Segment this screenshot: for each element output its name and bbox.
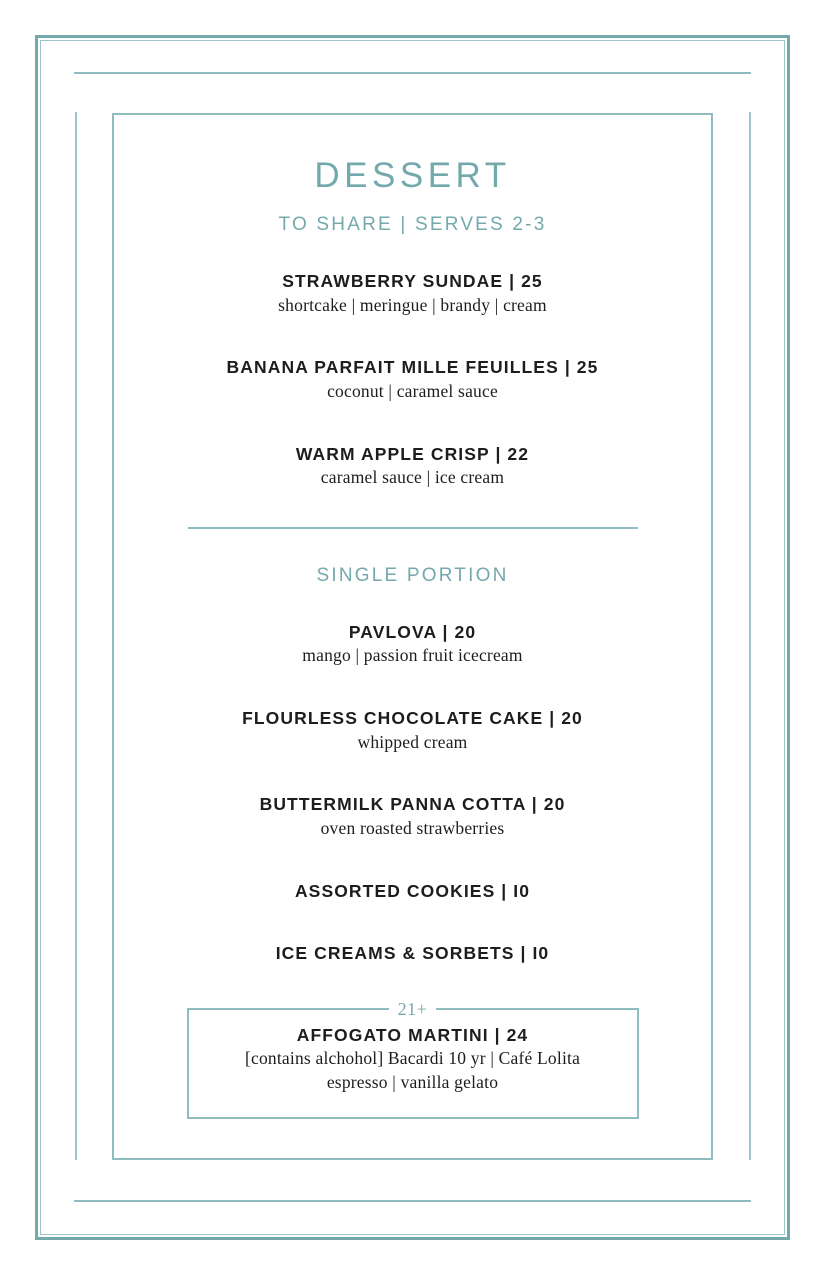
menu-item-description-line2: espresso | vanilla gelato [326,1072,499,1092]
menu-item-name: BANANA PARFAIT MILLE FEUILLES | 25 [226,357,599,378]
menu-item-name: ASSORTED COOKIES | I0 [294,880,531,901]
menu-item-description: whipped cream [357,731,468,752]
single-portion-item-group [112,621,713,966]
menu-item [112,880,713,904]
to-share-item-group [112,270,713,490]
age-restriction-label: 21+ [397,998,428,1019]
menu-item [112,793,713,840]
menu-item-name: AFFOGATO MARTINI | 24 [296,1024,529,1045]
top-horizontal-rule [74,72,751,74]
menu-item-description: oven roasted strawberries [320,817,505,838]
menu-item-description: mango | passion fruit icecream [302,645,523,666]
bottom-horizontal-rule [74,1200,751,1202]
menu-item-name: WARM APPLE CRISP | 22 [295,443,530,464]
menu-item-description: coconut | caramel sauce [327,380,498,401]
menu-item-name: STRAWBERRY SUNDAE | 25 [282,271,543,291]
left-vertical-rule [75,112,77,1160]
right-vertical-rule [749,112,751,1160]
section-heading-single-portion: SINGLE PORTION [316,564,509,586]
menu-title: DESSERT [314,156,511,195]
menu-item [112,356,713,403]
age-restricted-box [187,999,639,1119]
menu-item [112,707,713,754]
section-divider [188,527,638,529]
menu-item [112,270,713,317]
menu-item-description: shortcake | meringue | brandy | cream [278,294,547,315]
menu-item [112,621,713,668]
menu-item-name: BUTTERMILK PANNA COTTA | 20 [259,794,566,815]
menu-subtitle: TO SHARE | SERVES 2-3 [278,214,547,235]
menu-item [112,942,713,966]
menu-content [112,113,713,1160]
menu-item-name: FLOURLESS CHOCOLATE CAKE | 20 [242,708,583,728]
menu-item-name: ICE CREAMS & SORBETS | I0 [275,943,550,964]
menu-item-name: PAVLOVA | 20 [348,621,477,642]
menu-item-description-line1: [contains alchohol] Bacardi 10 yr | Café Lolita [244,1048,581,1069]
menu-item-description: caramel sauce | ice cream [320,467,505,488]
menu-item [112,443,713,490]
